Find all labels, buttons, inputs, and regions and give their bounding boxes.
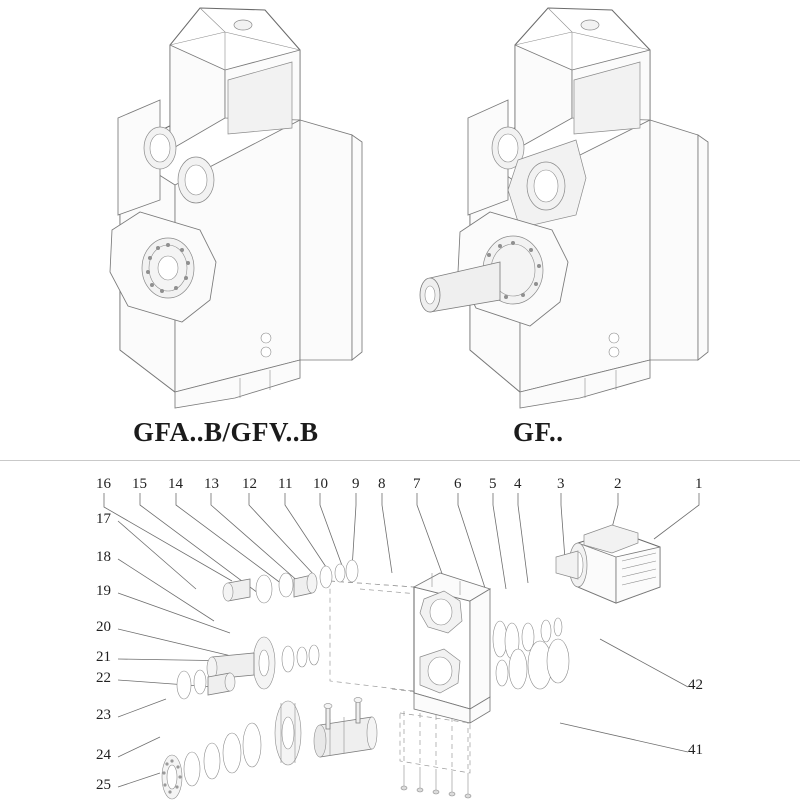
- ring-parts-right: [493, 618, 569, 689]
- callout-12: 12: [242, 476, 257, 492]
- housing-part: [414, 573, 490, 723]
- callout-5: 5: [489, 476, 497, 492]
- callout-13: 13: [204, 476, 219, 492]
- callout-20: 20: [96, 619, 111, 635]
- callout-10: 10: [313, 476, 328, 492]
- callout-17: 17: [96, 511, 111, 527]
- callout-14: 14: [168, 476, 183, 492]
- gear-parts-lower: [162, 701, 377, 799]
- gear-unit-gf: [420, 8, 708, 408]
- callout-11: 11: [278, 476, 293, 492]
- housing-lower-part: [400, 713, 470, 773]
- callout-21: 21: [96, 649, 111, 665]
- callout-18: 18: [96, 549, 111, 565]
- callout-9: 9: [352, 476, 360, 492]
- callout-6: 6: [454, 476, 462, 492]
- callout-8: 8: [378, 476, 386, 492]
- motor-part: [556, 525, 660, 603]
- shaft-parts-top: [223, 560, 358, 603]
- bolt-parts: [401, 765, 471, 798]
- caption-gfab-gfvb: GFA..B/GFV..B: [133, 417, 319, 447]
- callout-23: 23: [96, 707, 111, 723]
- callout-1: 1: [695, 476, 703, 492]
- callout-25: 25: [96, 777, 111, 793]
- caption-gf: GF..: [513, 417, 564, 447]
- gear-parts-middle: [177, 637, 319, 699]
- gear-unit-gfab-gfvb: [110, 8, 362, 408]
- callout-24: 24: [96, 747, 111, 763]
- callout-22: 22: [96, 670, 111, 686]
- callout-4: 4: [514, 476, 522, 492]
- callout-16: 16: [96, 476, 111, 492]
- exploded-view-section: [0, 460, 800, 801]
- callout-19: 19: [96, 583, 111, 599]
- callout-2: 2: [614, 476, 622, 492]
- callout-42: 42: [688, 677, 703, 693]
- callout-15: 15: [132, 476, 147, 492]
- callout-7: 7: [413, 476, 421, 492]
- exploded-view-svg: [0, 461, 800, 801]
- callout-41: 41: [688, 742, 703, 758]
- callout-3: 3: [557, 476, 565, 492]
